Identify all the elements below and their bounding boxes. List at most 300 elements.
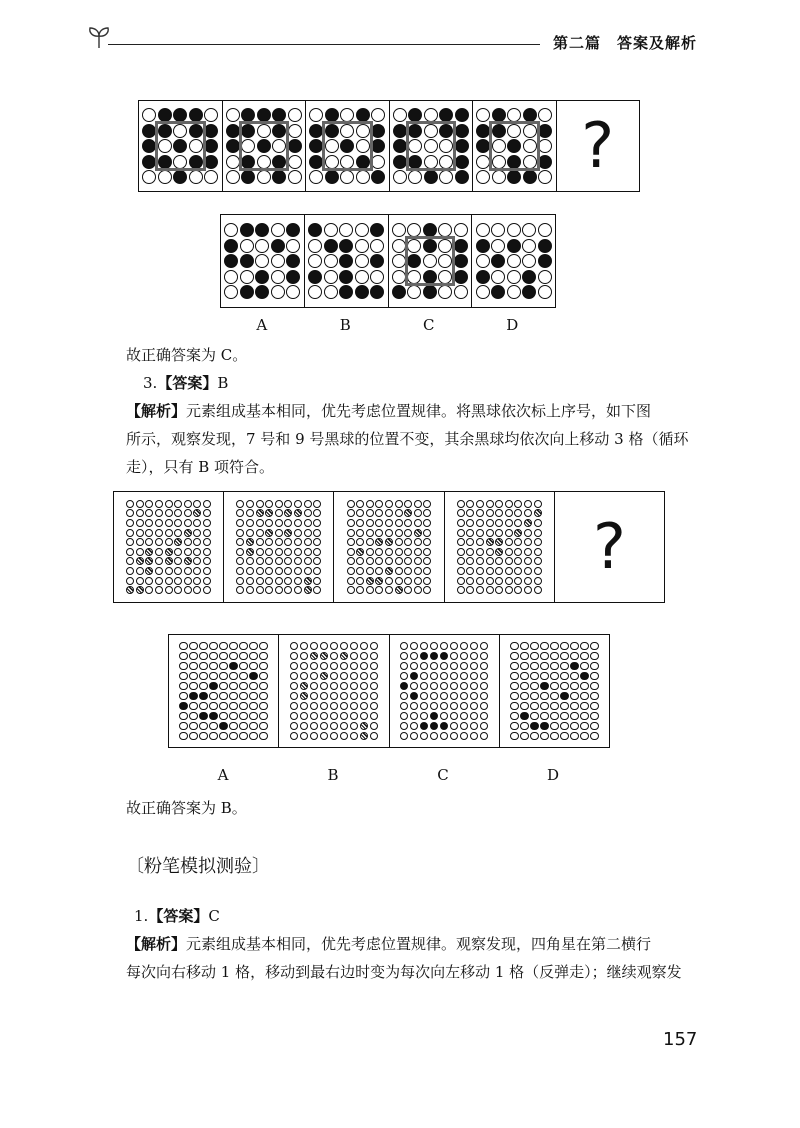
- white-ball: [310, 672, 318, 680]
- white-ball: [189, 702, 197, 710]
- white-ball: [304, 500, 312, 508]
- black-ball: [530, 722, 538, 730]
- black-ball: [540, 722, 548, 730]
- black-ball: [224, 254, 238, 268]
- white-ball: [199, 642, 207, 650]
- white-ball: [174, 509, 182, 517]
- white-ball: [466, 577, 474, 585]
- white-ball: [423, 577, 431, 585]
- white-ball: [155, 567, 163, 575]
- white-ball: [294, 577, 302, 585]
- black-ball: [199, 712, 207, 720]
- white-ball: [466, 500, 474, 508]
- white-ball: [294, 548, 302, 556]
- white-ball: [179, 722, 187, 730]
- white-ball: [126, 519, 134, 527]
- white-ball: [560, 672, 568, 680]
- white-ball: [540, 662, 548, 670]
- white-ball: [179, 672, 187, 680]
- white-ball: [580, 732, 588, 740]
- white-ball: [313, 519, 321, 527]
- q2-option-ball-grid: [476, 223, 552, 299]
- white-ball: [550, 662, 558, 670]
- white-ball: [360, 642, 368, 650]
- white-ball: [404, 557, 412, 565]
- white-ball: [239, 662, 247, 670]
- numbered-ball: [145, 567, 153, 575]
- white-ball: [350, 682, 358, 690]
- white-ball: [155, 529, 163, 537]
- white-ball: [414, 500, 422, 508]
- black-ball: [454, 239, 468, 253]
- white-ball: [290, 662, 298, 670]
- black-ball: [523, 108, 537, 122]
- white-ball: [395, 509, 403, 517]
- white-ball: [310, 642, 318, 650]
- white-ball: [550, 682, 558, 690]
- q2-question-ball-grid: [226, 108, 302, 184]
- black-ball: [371, 124, 385, 138]
- numbered-ball: [300, 682, 308, 690]
- white-ball: [249, 652, 257, 660]
- numbered-ball: [404, 509, 412, 517]
- white-ball: [370, 682, 378, 690]
- black-ball: [522, 270, 536, 284]
- white-ball: [339, 223, 353, 237]
- numbered-ball: [360, 732, 368, 740]
- white-ball: [347, 500, 355, 508]
- white-ball: [193, 577, 201, 585]
- white-ball: [414, 557, 422, 565]
- white-ball: [540, 702, 548, 710]
- white-ball: [460, 732, 468, 740]
- white-ball: [470, 732, 478, 740]
- black-ball: [370, 223, 384, 237]
- white-ball: [480, 692, 488, 700]
- black-ball: [430, 652, 438, 660]
- white-ball: [460, 722, 468, 730]
- white-ball: [366, 519, 374, 527]
- white-ball: [423, 548, 431, 556]
- white-ball: [259, 702, 267, 710]
- white-ball: [486, 509, 494, 517]
- white-ball: [420, 702, 428, 710]
- white-ball: [505, 529, 513, 537]
- q3-option-panel-1: [169, 635, 279, 747]
- white-ball: [457, 500, 465, 508]
- white-ball: [385, 529, 393, 537]
- black-ball: [325, 124, 339, 138]
- black-ball: [540, 682, 548, 690]
- white-ball: [179, 652, 187, 660]
- white-ball: [538, 170, 552, 184]
- white-ball: [173, 155, 187, 169]
- white-ball: [236, 586, 244, 594]
- white-ball: [510, 642, 518, 650]
- white-ball: [300, 652, 308, 660]
- white-ball: [590, 672, 598, 680]
- white-ball: [199, 682, 207, 690]
- white-ball: [313, 577, 321, 585]
- white-ball: [356, 529, 364, 537]
- white-ball: [209, 642, 217, 650]
- white-ball: [290, 712, 298, 720]
- black-ball: [272, 170, 286, 184]
- white-ball: [275, 500, 283, 508]
- white-ball: [271, 223, 285, 237]
- white-ball: [370, 672, 378, 680]
- white-ball: [400, 662, 408, 670]
- white-ball: [534, 567, 542, 575]
- white-ball: [400, 642, 408, 650]
- white-ball: [239, 652, 247, 660]
- white-ball: [480, 722, 488, 730]
- white-ball: [174, 548, 182, 556]
- black-ball: [492, 108, 506, 122]
- white-ball: [470, 702, 478, 710]
- q3-option-ball-grid: [400, 642, 488, 740]
- white-ball: [356, 500, 364, 508]
- white-ball: [294, 557, 302, 565]
- white-ball: [524, 586, 532, 594]
- white-ball: [165, 519, 173, 527]
- white-ball: [356, 139, 370, 153]
- q2-options-strip: [220, 214, 556, 308]
- white-ball: [534, 529, 542, 537]
- q2-option-label-d: D: [506, 316, 519, 334]
- white-ball: [246, 529, 254, 537]
- white-ball: [534, 548, 542, 556]
- numbered-ball: [174, 538, 182, 546]
- white-ball: [310, 722, 318, 730]
- white-ball: [145, 538, 153, 546]
- white-ball: [193, 519, 201, 527]
- white-ball: [236, 557, 244, 565]
- white-ball: [476, 170, 490, 184]
- white-ball: [356, 586, 364, 594]
- black-ball: [491, 285, 505, 299]
- white-ball: [259, 682, 267, 690]
- black-ball: [476, 139, 490, 153]
- white-ball: [179, 642, 187, 650]
- white-ball: [570, 712, 578, 720]
- sprout-icon: [86, 24, 112, 50]
- white-ball: [440, 642, 448, 650]
- white-ball: [560, 652, 568, 660]
- white-ball: [350, 652, 358, 660]
- black-ball: [400, 682, 408, 690]
- white-ball: [450, 662, 458, 670]
- q3-question-strip: [113, 491, 665, 603]
- white-ball: [530, 682, 538, 690]
- white-ball: [420, 672, 428, 680]
- q2-question-strip: [138, 100, 640, 192]
- black-ball: [325, 170, 339, 184]
- white-ball: [470, 672, 478, 680]
- white-ball: [275, 509, 283, 517]
- white-ball: [330, 732, 338, 740]
- white-ball: [420, 642, 428, 650]
- page-number: 157: [663, 1029, 698, 1050]
- white-ball: [420, 732, 428, 740]
- white-ball: [310, 692, 318, 700]
- white-ball: [347, 577, 355, 585]
- q3-option-label-d: D: [546, 766, 560, 784]
- white-ball: [491, 270, 505, 284]
- white-ball: [155, 557, 163, 565]
- white-ball: [224, 223, 238, 237]
- white-ball: [320, 692, 328, 700]
- white-ball: [570, 672, 578, 680]
- white-ball: [347, 509, 355, 517]
- white-ball: [340, 682, 348, 690]
- white-ball: [366, 500, 374, 508]
- white-ball: [324, 223, 338, 237]
- white-ball: [209, 732, 217, 740]
- white-ball: [450, 682, 458, 690]
- white-ball: [239, 732, 247, 740]
- white-ball: [510, 652, 518, 660]
- white-ball: [424, 155, 438, 169]
- white-ball: [408, 139, 422, 153]
- white-ball: [165, 509, 173, 517]
- black-ball: [308, 270, 322, 284]
- white-ball: [356, 509, 364, 517]
- black-ball: [523, 170, 537, 184]
- white-ball: [219, 652, 227, 660]
- white-ball: [310, 682, 318, 690]
- black-ball: [393, 139, 407, 153]
- numbered-ball: [320, 672, 328, 680]
- black-ball: [142, 155, 156, 169]
- white-ball: [259, 712, 267, 720]
- white-ball: [265, 586, 273, 594]
- q2-question-panel-4: [390, 101, 474, 191]
- white-ball: [560, 722, 568, 730]
- white-ball: [420, 662, 428, 670]
- white-ball: [347, 538, 355, 546]
- white-ball: [514, 548, 522, 556]
- white-ball: [204, 108, 218, 122]
- black-ball: [408, 124, 422, 138]
- black-ball: [219, 722, 227, 730]
- white-ball: [470, 652, 478, 660]
- white-ball: [486, 500, 494, 508]
- white-ball: [410, 732, 418, 740]
- white-ball: [476, 557, 484, 565]
- white-ball: [174, 586, 182, 594]
- white-ball: [325, 139, 339, 153]
- white-ball: [290, 642, 298, 650]
- white-ball: [256, 548, 264, 556]
- q3-question-panel-3: [334, 492, 444, 602]
- white-ball: [375, 529, 383, 537]
- white-ball: [313, 529, 321, 537]
- white-ball: [450, 722, 458, 730]
- white-ball: [404, 538, 412, 546]
- white-ball: [430, 682, 438, 690]
- numbered-ball: [165, 557, 173, 565]
- white-ball: [304, 509, 312, 517]
- white-ball: [520, 642, 528, 650]
- black-ball: [142, 139, 156, 153]
- mock1-analysis-key: 【解析】: [126, 935, 187, 953]
- white-ball: [249, 662, 257, 670]
- white-ball: [476, 254, 490, 268]
- numbered-ball: [385, 567, 393, 575]
- white-ball: [570, 722, 578, 730]
- black-ball: [492, 124, 506, 138]
- white-ball: [290, 732, 298, 740]
- white-ball: [534, 519, 542, 527]
- white-ball: [239, 672, 247, 680]
- white-ball: [510, 682, 518, 690]
- white-ball: [219, 712, 227, 720]
- white-ball: [347, 519, 355, 527]
- q2-option-panel-2: [305, 215, 389, 307]
- white-ball: [284, 586, 292, 594]
- black-ball: [204, 139, 218, 153]
- white-ball: [423, 586, 431, 594]
- black-ball: [340, 139, 354, 153]
- black-ball: [410, 672, 418, 680]
- white-ball: [284, 567, 292, 575]
- white-ball: [366, 509, 374, 517]
- white-ball: [370, 239, 384, 253]
- white-ball: [476, 155, 490, 169]
- white-ball: [486, 577, 494, 585]
- white-ball: [590, 722, 598, 730]
- white-ball: [530, 692, 538, 700]
- white-ball: [350, 732, 358, 740]
- white-ball: [219, 682, 227, 690]
- white-ball: [495, 519, 503, 527]
- white-ball: [126, 548, 134, 556]
- white-ball: [423, 538, 431, 546]
- white-ball: [430, 662, 438, 670]
- white-ball: [184, 500, 192, 508]
- q3-answer-number: 3.: [143, 374, 158, 392]
- white-ball: [246, 586, 254, 594]
- white-ball: [265, 548, 273, 556]
- black-ball: [454, 270, 468, 284]
- white-ball: [275, 567, 283, 575]
- white-ball: [408, 170, 422, 184]
- white-ball: [505, 577, 513, 585]
- white-ball: [570, 682, 578, 690]
- white-ball: [126, 538, 134, 546]
- white-ball: [203, 538, 211, 546]
- white-ball: [404, 548, 412, 556]
- black-ball: [224, 239, 238, 253]
- white-ball: [423, 509, 431, 517]
- white-ball: [520, 682, 528, 690]
- white-ball: [393, 170, 407, 184]
- white-ball: [370, 712, 378, 720]
- white-ball: [507, 108, 521, 122]
- white-ball: [165, 529, 173, 537]
- white-ball: [470, 642, 478, 650]
- white-ball: [155, 500, 163, 508]
- black-ball: [439, 108, 453, 122]
- black-ball: [255, 223, 269, 237]
- black-ball: [455, 124, 469, 138]
- white-ball: [184, 509, 192, 517]
- white-ball: [193, 500, 201, 508]
- white-ball: [454, 285, 468, 299]
- white-ball: [193, 538, 201, 546]
- question-mark: ?: [592, 510, 626, 583]
- white-ball: [304, 519, 312, 527]
- q3-answer-value: B: [217, 374, 229, 392]
- white-ball: [360, 702, 368, 710]
- white-ball: [550, 702, 558, 710]
- white-ball: [340, 702, 348, 710]
- black-ball: [226, 124, 240, 138]
- black-ball: [339, 285, 353, 299]
- black-ball: [440, 722, 448, 730]
- white-ball: [179, 692, 187, 700]
- white-ball: [480, 732, 488, 740]
- white-ball: [540, 642, 548, 650]
- white-ball: [257, 170, 271, 184]
- white-ball: [580, 642, 588, 650]
- black-ball: [179, 702, 187, 710]
- white-ball: [179, 732, 187, 740]
- white-ball: [136, 548, 144, 556]
- white-ball: [304, 567, 312, 575]
- white-ball: [347, 529, 355, 537]
- numbered-ball: [304, 577, 312, 585]
- white-ball: [534, 557, 542, 565]
- white-ball: [476, 586, 484, 594]
- white-ball: [580, 652, 588, 660]
- white-ball: [255, 239, 269, 253]
- white-ball: [204, 170, 218, 184]
- white-ball: [294, 500, 302, 508]
- black-ball: [476, 124, 490, 138]
- black-ball: [249, 672, 257, 680]
- white-ball: [550, 642, 558, 650]
- white-ball: [184, 538, 192, 546]
- mock1-answer-key: 【答案】: [148, 907, 209, 925]
- white-ball: [457, 519, 465, 527]
- white-ball: [255, 254, 269, 268]
- white-ball: [410, 702, 418, 710]
- q3-analysis-key: 【解析】: [126, 402, 187, 420]
- white-ball: [423, 519, 431, 527]
- white-ball: [229, 722, 237, 730]
- white-ball: [580, 692, 588, 700]
- white-ball: [495, 500, 503, 508]
- white-ball: [430, 692, 438, 700]
- white-ball: [249, 732, 257, 740]
- white-ball: [193, 548, 201, 556]
- black-ball: [538, 124, 552, 138]
- mock1-analysis-line2: 每次向右移动 1 格，移动到最右边时变为每次向左移动 1 格（反弹走）；继续观察发: [126, 963, 682, 981]
- white-ball: [454, 223, 468, 237]
- white-ball: [540, 652, 548, 660]
- white-ball: [514, 538, 522, 546]
- q3-option-ball-grid: [179, 642, 267, 740]
- black-ball: [420, 722, 428, 730]
- white-ball: [300, 662, 308, 670]
- white-ball: [226, 170, 240, 184]
- white-ball: [356, 557, 364, 565]
- white-ball: [193, 557, 201, 565]
- white-ball: [491, 223, 505, 237]
- mock1-analysis-line1: 元素组成基本相同，优先考虑位置规律。观察发现，四角星在第二横行: [186, 935, 652, 953]
